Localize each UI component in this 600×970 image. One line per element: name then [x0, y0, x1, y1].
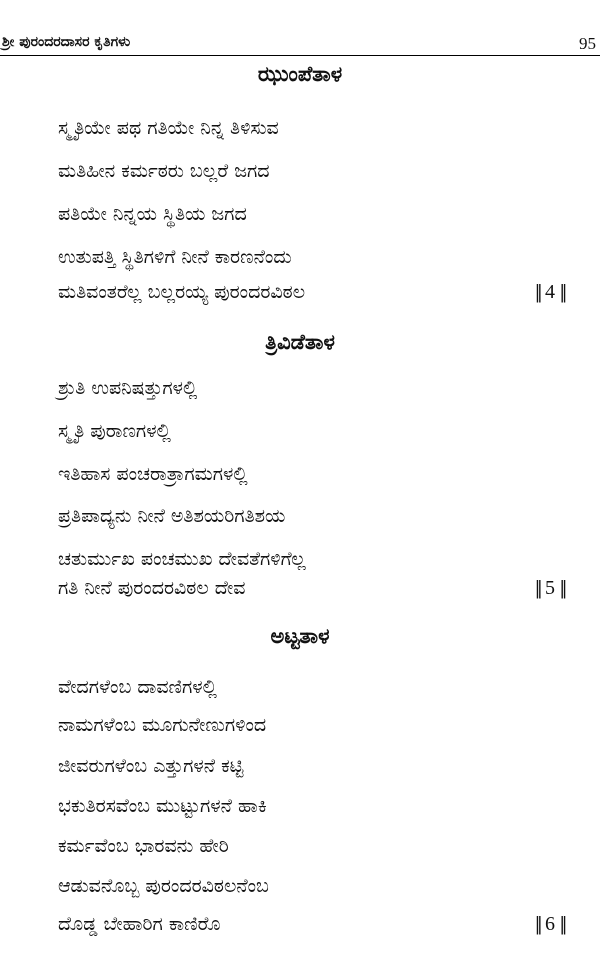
stanza-number-value: 5 — [545, 577, 555, 599]
verse-line: ಜೀವರುಗಳೆಂಬ ಎತ್ತುಗಳನೆ ಕಟ್ಟಿ — [58, 755, 244, 777]
verse-line: ವೇದಗಳೆಂಬ ದಾವಣಿಗಳಲ್ಲಿ — [58, 676, 217, 698]
section-heading: ತ್ರಿವಿಡೆತಾಳ — [265, 330, 335, 354]
verse-line: ಗತಿ ನೀನೆ ಪುರಂದರವಿಠಲ ದೇವ — [58, 577, 246, 599]
section-heading: ಅಟ್ಟತಾಳ — [270, 624, 330, 648]
stanza-number-value: 6 — [545, 913, 555, 935]
verse-line: ಚತುರ್ಮುಖ ಪಂಚಮುಖ ದೇವತೆಗಳಿಗೆಲ್ಲ — [58, 548, 306, 570]
verse-line: ಭಕುತಿರಸವೆಂಬ ಮುಟ್ಟುಗಳನೆ ಹಾಕಿ — [58, 795, 267, 817]
verse-line: ಪತಿಯೇ ನಿನ್ನಯ ಸ್ಥಿತಿಯ ಜಗದ — [58, 203, 247, 225]
verse-line: ಶ್ರುತಿ ಉಪನಿಷತ್ತುಗಳಲ್ಲಿ — [58, 377, 198, 399]
verse-line: ಇತಿಹಾಸ ಪಂಚರಾತ್ರಾಗಮಗಳಲ್ಲಿ — [58, 463, 248, 485]
verse-line: ಉತುಪತ್ತಿ ಸ್ಥಿತಿಗಳಿಗೆ ನೀನೆ ಕಾರಣನೆಂದು — [58, 246, 292, 268]
verse-line: ದೊಡ್ಡ ಬೇಹಾರಿಗ ಕಾಣಿರೊ — [58, 913, 221, 935]
stanza-number: || 5 || — [535, 577, 565, 599]
running-title: ಶ್ರೀ ಪುರಂದರದಾಸರ ಕೃತಿಗಳು — [2, 34, 131, 50]
stanza-number: || 4 || — [535, 281, 565, 303]
stanza-number: || 6 || — [535, 913, 565, 935]
verse-line: ಆಡುವನೊಬ್ಬ ಪುರಂದರವಿಠಲನೆಂಬ — [58, 875, 269, 897]
stanza-number-value: 4 — [545, 281, 555, 303]
verse-line: ಸ್ಮೃತಿಯೇ ಪಥ ಗತಿಯೇ ನಿನ್ನ ತಿಳಿಸುವ — [58, 117, 279, 139]
verse-line: ಪ್ರತಿಪಾದ್ಯನು ನೀನೆ ಅತಿಶಯರಿಗತಿಶಯ — [58, 505, 286, 527]
verse-line: ಮತಿಹೀನ ಕರ್ಮಠರು ಬಲ್ಲರೆ ಜಗದ — [58, 160, 270, 182]
verse-line: ಮತಿವಂತರೆಲ್ಲ ಬಲ್ಲರಯ್ಯ ಪುರಂದರವಿಠಲ — [58, 281, 306, 303]
header-rule — [0, 55, 600, 56]
section-heading: ಝುಂಪೆತಾಳ — [257, 62, 343, 86]
page-header — [0, 34, 600, 54]
page-number: 95 — [579, 34, 596, 53]
verse-line: ನಾಮಗಳೆಂಬ ಮೂಗುನೇಣುಗಳಿಂದ — [58, 714, 267, 736]
verse-line: ಕರ್ಮವೆಂಬ ಭಾರವನು ಹೇರಿ — [58, 835, 229, 857]
verse-line: ಸ್ಮೃತಿ ಪುರಾಣಗಳಲ್ಲಿ — [58, 420, 171, 442]
